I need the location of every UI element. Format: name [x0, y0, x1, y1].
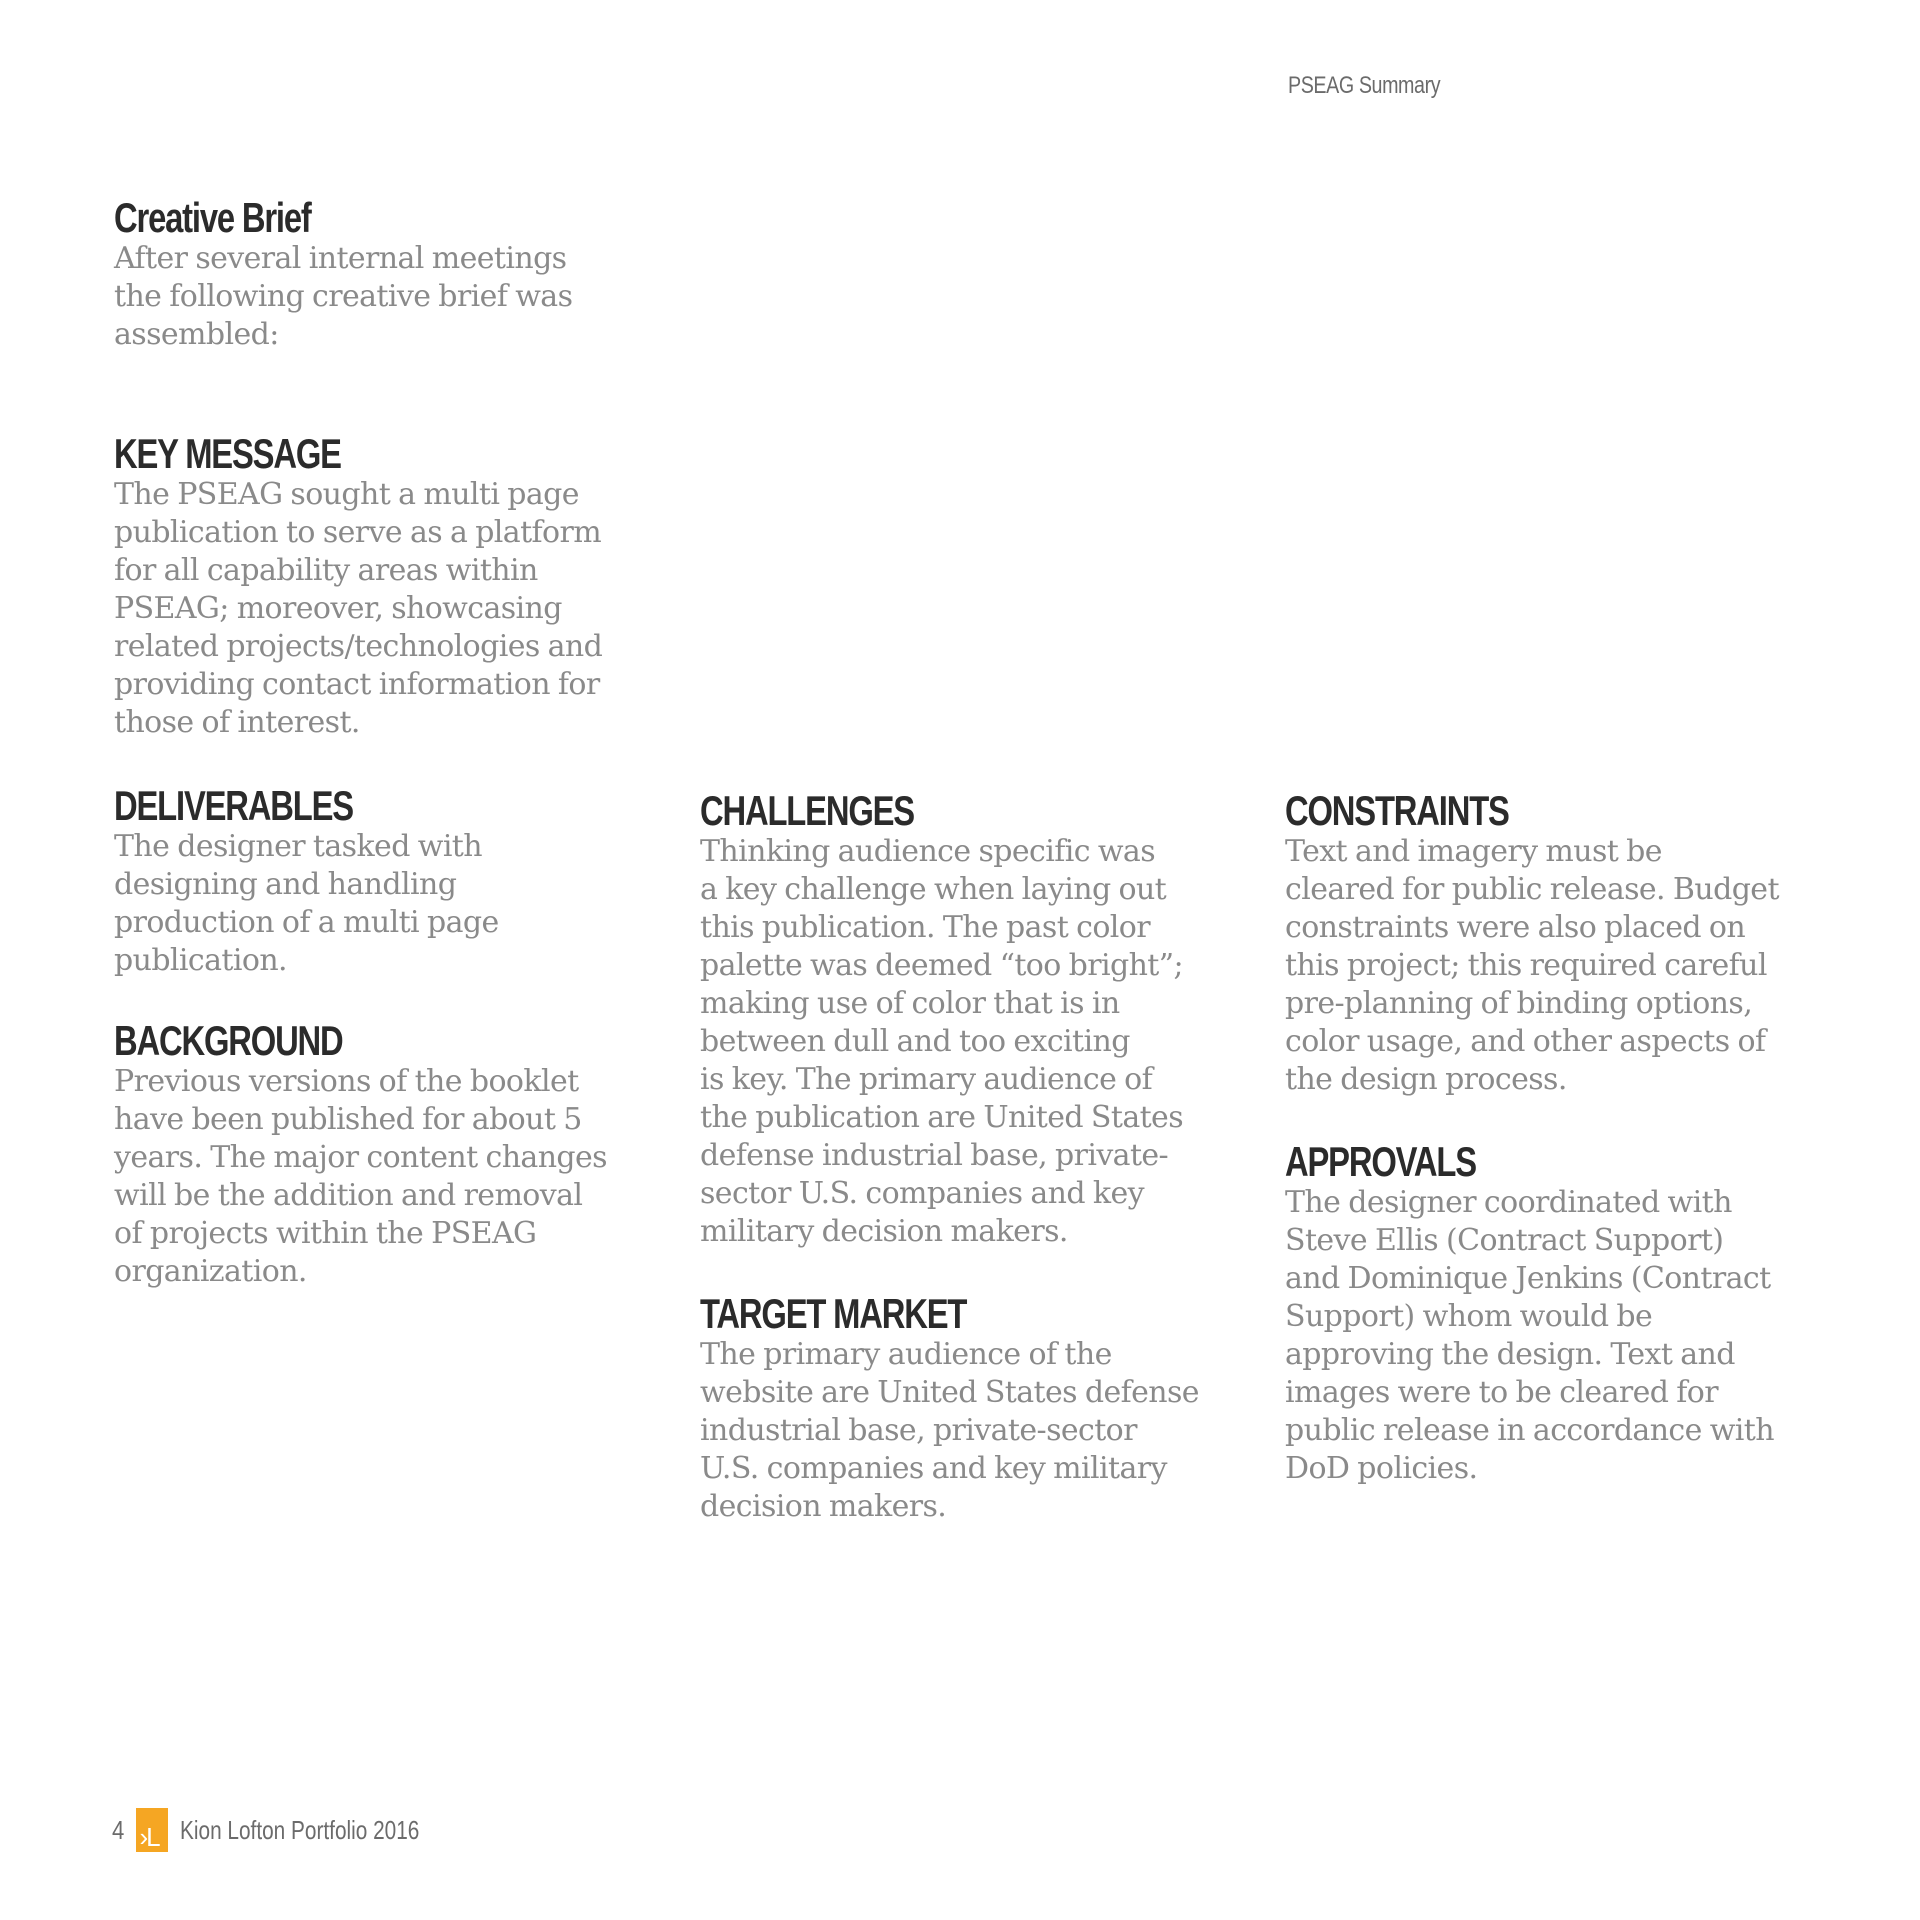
text-line: Steve Ellis (Contract Support): [1285, 1223, 1724, 1258]
text-line: publication.: [114, 943, 287, 978]
text-line: Text and imagery must be: [1285, 834, 1662, 869]
text-line: defense industrial base, private-: [700, 1138, 1169, 1173]
background-body: [114, 1063, 674, 1291]
challenges-section: [700, 789, 1260, 1251]
creative-brief-section: [114, 196, 674, 354]
text-line: making use of color that is in: [700, 986, 1120, 1021]
target-market-section: [700, 1292, 1260, 1526]
text-line: Previous versions of the booklet: [114, 1064, 579, 1099]
challenges-body: [700, 833, 1260, 1251]
text-line: production of a multi page: [114, 905, 499, 940]
text-line: and Dominique Jenkins (Contract: [1285, 1261, 1771, 1296]
constraints-body: [1285, 833, 1845, 1099]
text-line: cleared for public release. Budget: [1285, 872, 1779, 907]
text-line: related projects/technologies and: [114, 629, 603, 664]
text-line: industrial base, private-sector: [700, 1413, 1137, 1448]
background-section: [114, 1019, 674, 1291]
text-line: PSEAG; moreover, showcasing: [114, 591, 562, 626]
text-line: public release in accordance with: [1285, 1413, 1774, 1448]
text-line: those of interest.: [114, 705, 360, 740]
text-line: The PSEAG sought a multi page: [114, 477, 579, 512]
deliverables-heading: DELIVERABLES: [114, 782, 353, 829]
creative-brief-body: [114, 240, 674, 354]
text-line: assembled:: [114, 317, 279, 352]
key-message-section: [114, 432, 674, 742]
text-line: publication to serve as a platform: [114, 515, 602, 550]
text-line: a key challenge when laying out: [700, 872, 1167, 907]
text-line: Thinking audience specific was: [700, 834, 1156, 869]
text-line: constraints were also placed on: [1285, 910, 1746, 945]
key-message-heading: KEY MESSAGE: [114, 430, 341, 477]
text-line: for all capability areas within: [114, 553, 538, 588]
creative-brief-heading: Creative Brief: [114, 194, 311, 241]
text-line: between dull and too exciting: [700, 1024, 1130, 1059]
text-line: organization.: [114, 1254, 307, 1289]
logo-mark: ›L: [139, 1822, 159, 1852]
text-line: decision makers.: [700, 1489, 947, 1524]
approvals-heading: APPROVALS: [1285, 1138, 1476, 1185]
footer-portfolio-title: Kion Lofton Portfolio 2016: [180, 1814, 420, 1845]
constraints-heading: CONSTRAINTS: [1285, 787, 1509, 834]
text-line: pre-planning of binding options,: [1285, 986, 1753, 1021]
text-line: the design process.: [1285, 1062, 1567, 1097]
text-line: The designer tasked with: [114, 829, 482, 864]
text-line: palette was deemed “too bright”;: [700, 948, 1184, 983]
text-line: After several internal meetings: [114, 241, 567, 276]
approvals-section: [1285, 1140, 1845, 1488]
text-line: the following creative brief was: [114, 279, 573, 314]
challenges-heading: CHALLENGES: [700, 787, 915, 834]
deliverables-body: [114, 828, 674, 980]
target-market-body: [700, 1336, 1260, 1526]
key-message-body: [114, 476, 674, 742]
deliverables-section: [114, 784, 674, 980]
text-line: the publication are United States: [700, 1100, 1184, 1135]
target-market-heading: TARGET MARKET: [700, 1290, 967, 1337]
constraints-section: [1285, 789, 1845, 1099]
text-line: this publication. The past color: [700, 910, 1150, 945]
text-line: is key. The primary audience of: [700, 1062, 1153, 1097]
text-line: this project; this required careful: [1285, 948, 1767, 983]
text-line: U.S. companies and key military: [700, 1451, 1167, 1486]
running-header: PSEAG Summary: [1288, 72, 1441, 99]
background-heading: BACKGROUND: [114, 1017, 343, 1064]
approvals-body: [1285, 1184, 1845, 1488]
text-line: DoD policies.: [1285, 1451, 1478, 1486]
text-line: website are United States defense: [700, 1375, 1199, 1410]
text-line: providing contact information for: [114, 667, 600, 702]
text-line: designing and handling: [114, 867, 457, 902]
text-line: approving the design. Text and: [1285, 1337, 1735, 1372]
text-line: years. The major content changes: [114, 1140, 607, 1175]
page-footer: [112, 1808, 480, 1852]
text-line: Support) whom would be: [1285, 1299, 1653, 1334]
text-line: will be the addition and removal: [114, 1178, 583, 1213]
text-line: have been published for about 5: [114, 1102, 582, 1137]
kl-logo-icon: [136, 1808, 168, 1852]
text-line: sector U.S. companies and key: [700, 1176, 1144, 1211]
text-line: military decision makers.: [700, 1214, 1068, 1249]
text-line: of projects within the PSEAG: [114, 1216, 537, 1251]
text-line: images were to be cleared for: [1285, 1375, 1719, 1410]
text-line: The designer coordinated with: [1285, 1185, 1732, 1220]
page-number: 4: [112, 1814, 125, 1845]
text-line: The primary audience of the: [700, 1337, 1112, 1372]
text-line: color usage, and other aspects of: [1285, 1024, 1766, 1059]
